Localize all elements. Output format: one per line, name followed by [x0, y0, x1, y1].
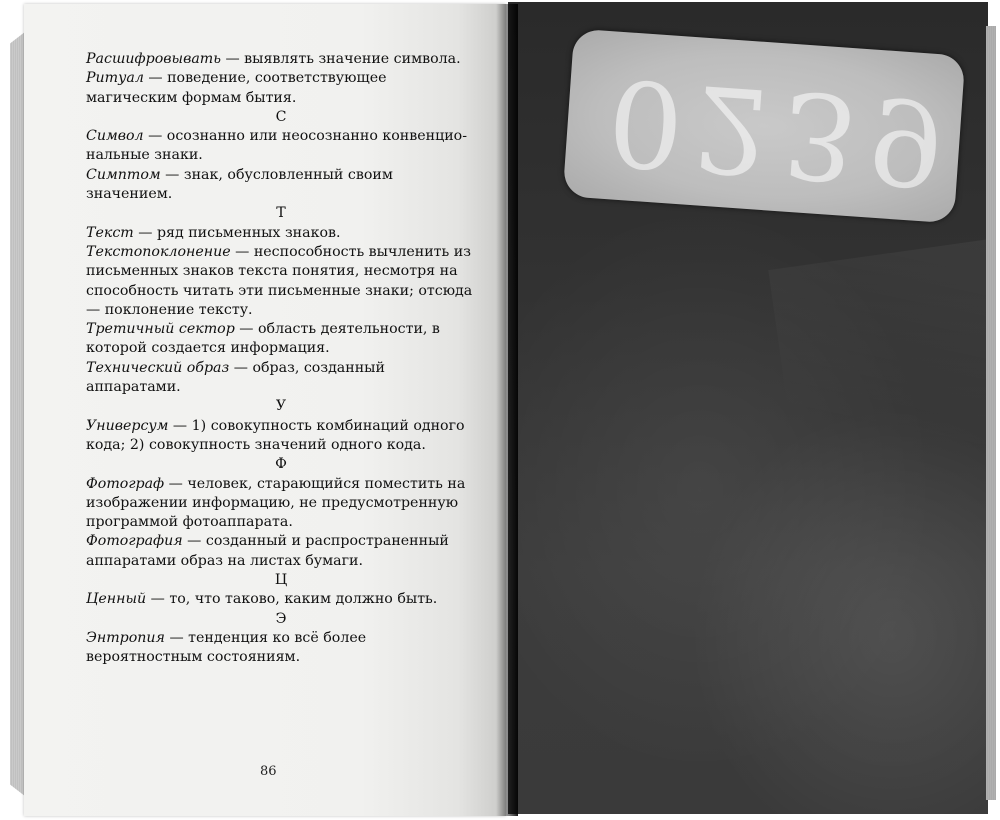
glossary-entry	[86, 629, 476, 668]
section-letter: Ф	[275, 456, 287, 473]
glossary-text	[86, 50, 476, 668]
section-letter: У	[275, 398, 287, 415]
glossary-entry	[86, 166, 476, 205]
glossary-term: Энтропия	[86, 629, 165, 646]
photo-light-band	[768, 237, 988, 567]
glossary-definition: — ряд письменных знаков.	[133, 224, 341, 241]
glossary-definition: — поведение, соответствующее магическим формам бытия.	[86, 70, 387, 106]
glossary-entry	[86, 475, 476, 533]
glossary-entry	[86, 224, 476, 243]
glossary-term: Ритуал	[86, 70, 144, 87]
glossary-term: Технический образ	[86, 359, 230, 376]
glossary-entry	[86, 127, 476, 166]
glossary-term: Ценный	[86, 591, 147, 608]
left-page	[24, 4, 506, 816]
glossary-entry	[86, 69, 476, 108]
glossary-term: Фотограф	[86, 475, 165, 492]
glossary-definition: — осознанно или неосознанно конвенциональные знаки.	[86, 128, 467, 164]
glossary-definition: — то, что таково, каким должно быть.	[146, 591, 438, 608]
glossary-entry	[86, 532, 476, 571]
glossary-term: Фотография	[86, 533, 183, 550]
glossary-definition: — тенденция ко всё более вероятностным состояниям.	[86, 629, 367, 666]
section-letter: С	[275, 108, 287, 125]
glossary-definition: — созданный и распространенный аппаратами образ на листах бумаги.	[86, 533, 449, 569]
glossary-definition: — образ, созданный аппаратами.	[86, 359, 385, 396]
glossary-definition: — знак, обусловленный своим значением.	[86, 166, 393, 203]
section-letter: Т	[276, 205, 286, 222]
section-letter: Э	[275, 610, 287, 627]
glossary-definition: — 1) совокупность комбинаций одного кода; 2) совокупность значений одного кода.	[86, 417, 465, 453]
glossary-entry	[86, 359, 476, 398]
glossary-term: Текст	[86, 224, 134, 241]
glossary-definition: — неспособность вычленить из письменных знаков текста понятия, несмотря на способность читать эти письменные знаки; отсюда — поклонение тексту.	[86, 243, 473, 318]
right-page-photograph	[508, 2, 988, 814]
book-gutter	[496, 4, 518, 816]
glossary-definition: — человек, старающийся поместить на изображении информацию, не предусмотренную программой фотоаппарата.	[86, 475, 466, 531]
tab-number: 0239	[603, 52, 961, 214]
section-letter: Ц	[274, 572, 288, 589]
glossary-entry	[86, 320, 476, 359]
glossary-entry	[86, 590, 476, 609]
glossary-definition: — выявлять значение символа.	[220, 51, 461, 67]
glossary-entry	[86, 50, 476, 69]
page-number: 86	[260, 764, 277, 779]
glossary-term: Текстопоклонение	[86, 243, 231, 260]
glossary-term: Символ	[86, 128, 144, 145]
glossary-term: Третичный сектор	[86, 321, 235, 338]
page-edges-right	[986, 26, 996, 800]
glossary-term: Расшифровывать	[86, 51, 221, 67]
glossary-term: Симптом	[86, 166, 161, 183]
glossary-term: Универсум	[86, 417, 169, 434]
glossary-definition: — область деятельности, в которой создается информация.	[86, 321, 440, 357]
glossary-entry	[86, 417, 476, 456]
glossary-entry	[86, 243, 476, 320]
